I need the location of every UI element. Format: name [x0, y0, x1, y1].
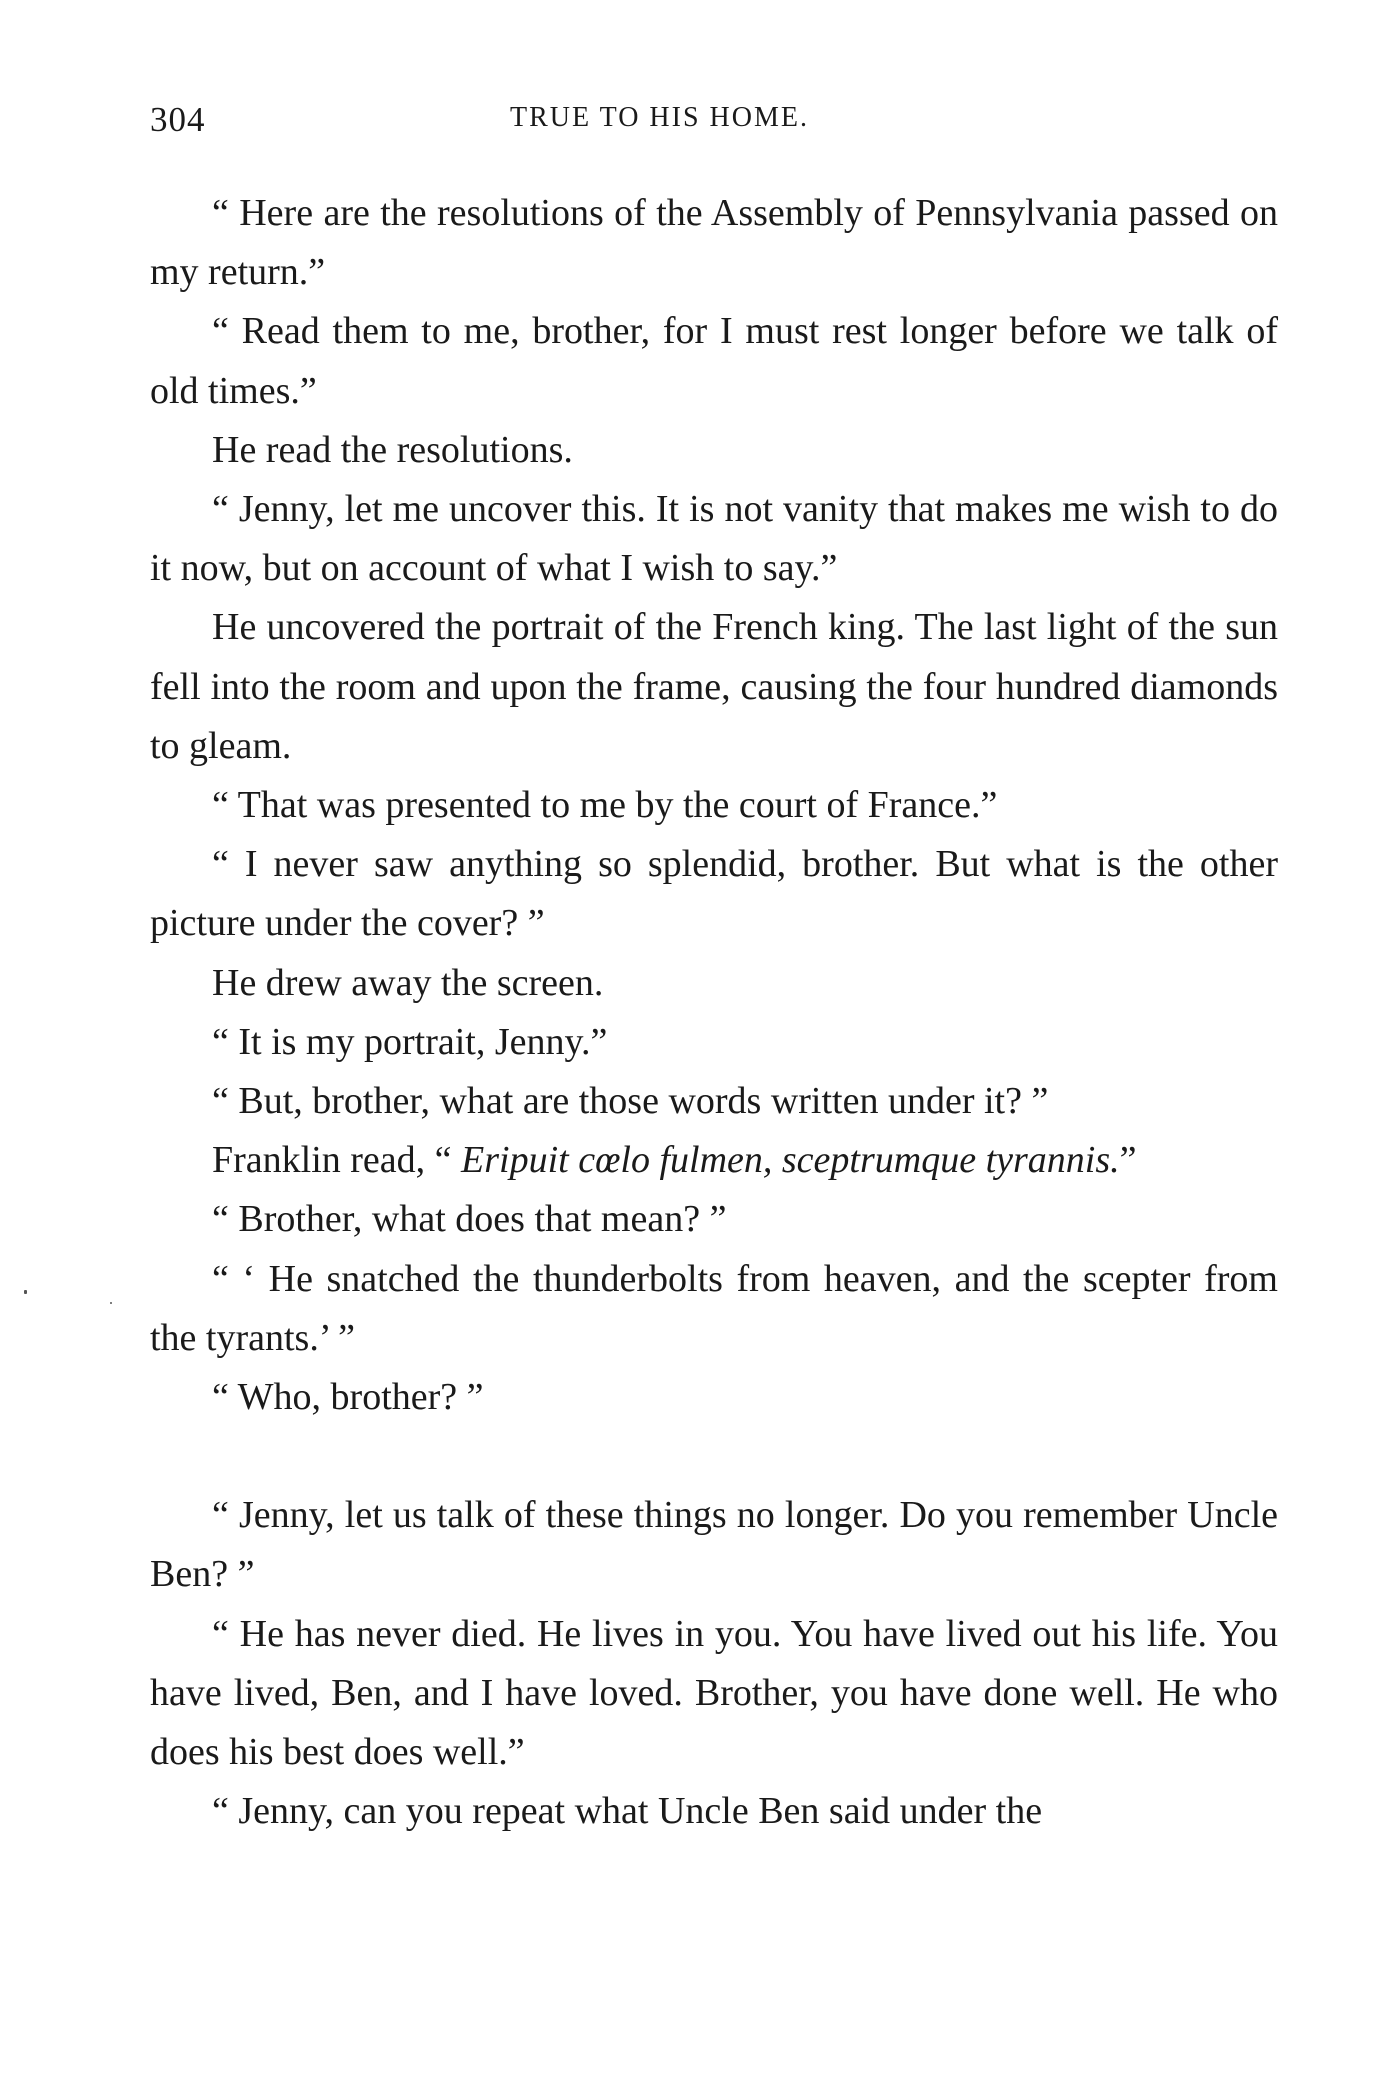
paragraph: “ He has never died. He lives in you. You have lived out his life. You have lived, Ben, and I have loved. Brother, you have done well. He who does his best does well.”: [150, 1612, 1278, 1774]
paragraph: “ ‘ He snatched the thunderbolts from heaven, and the scepter from the tyrants.’ ”: [150, 1257, 1278, 1359]
section-gap: [150, 1427, 1278, 1486]
paragraph: “ Jenny, let me uncover this. It is not vanity that makes me wish to do it now, but on account of what I wish to say.”: [150, 488, 1278, 590]
paragraph: “ It is my portrait, Jenny.”: [212, 1020, 608, 1063]
paragraph: “ I never saw anything so splendid, brother. But what is the other picture under the cover? ”: [150, 843, 1278, 945]
latin-motto: Eripuit cœlo fulmen, sceptrumque tyrannis.: [461, 1139, 1120, 1182]
paragraph: He uncovered the portrait of the French king. The last light of the sun fell into the room and upon the frame, causing the four hundred diamonds to gleam.: [150, 606, 1278, 767]
paragraph: “ Jenny, let us talk of these things no longer. Do you remember Uncle Ben? ”: [150, 1494, 1278, 1596]
paragraph-latin-quote: [150, 1131, 1278, 1190]
paragraph: “ But, brother, what are those words written under it? ”: [212, 1080, 1049, 1123]
paragraph: “ That was presented to me by the court of France.”: [212, 784, 998, 827]
paragraph: “ Brother, what does that mean? ”: [212, 1198, 727, 1241]
paragraph: “ Read them to me, brother, for I must rest longer before we talk of old times.”: [150, 310, 1278, 412]
latin-lead: Franklin read, “: [212, 1139, 462, 1182]
paragraph: He read the resolutions.: [212, 428, 573, 471]
running-title: TRUE TO HIS HOME.: [510, 102, 809, 133]
paragraph: He drew away the screen.: [212, 961, 604, 1004]
page-header: [150, 100, 1278, 150]
paper-speck: [24, 1290, 27, 1294]
paper-speck: [110, 1302, 112, 1304]
body-text: [150, 184, 1278, 1841]
page-number: 304: [150, 100, 206, 139]
paragraph: “ Jenny, can you repeat what Uncle Ben said under the: [212, 1790, 1043, 1833]
latin-tail: ”: [1119, 1139, 1137, 1182]
paragraph: “ Here are the resolutions of the Assembly of Pennsylvania passed on my return.”: [150, 192, 1278, 294]
paragraph: “ Who, brother? ”: [212, 1376, 484, 1419]
